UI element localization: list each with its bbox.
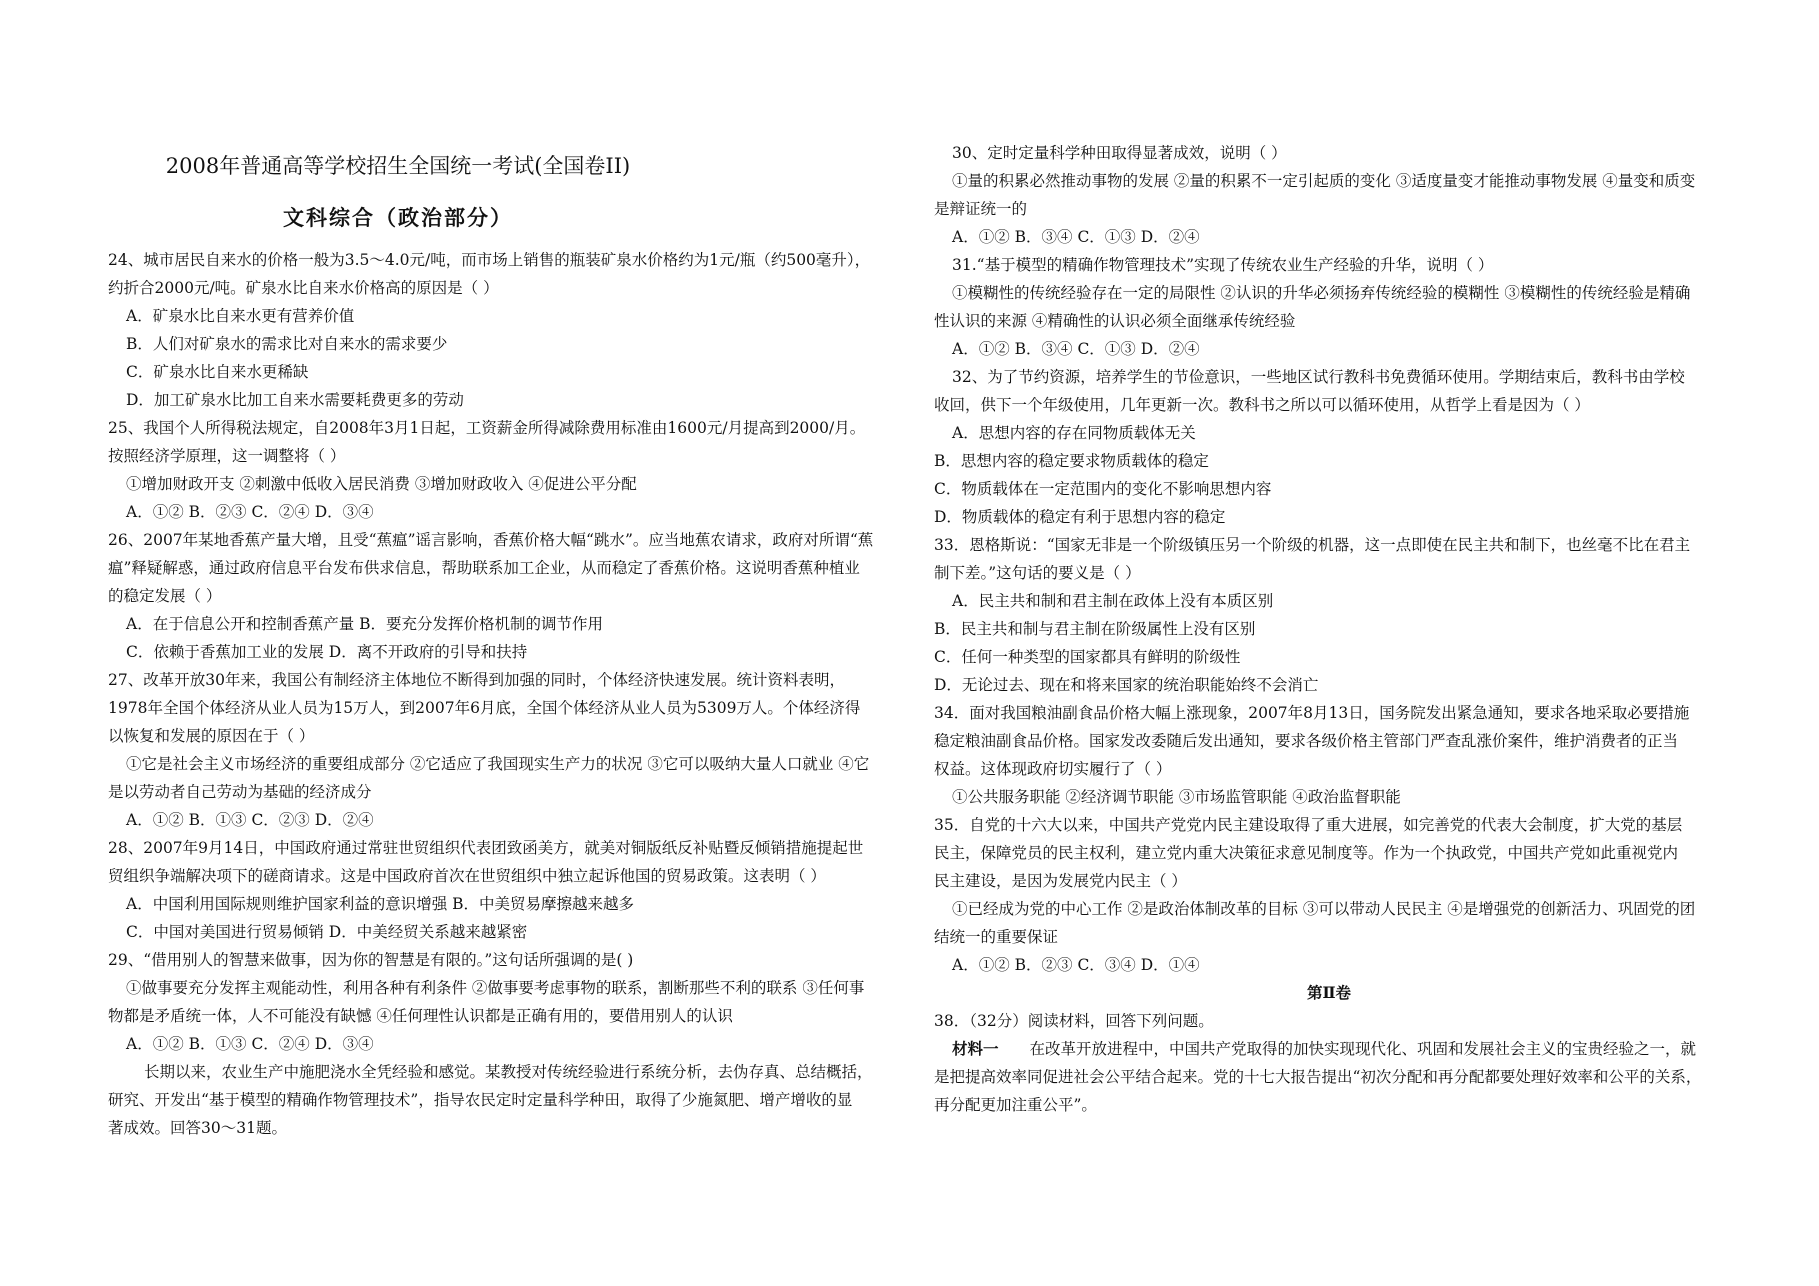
left-line: 1978年全国个体经济从业人员为15万人，到2007年6月底，全国个体经济从业人员为5309万人。个体经济得 [108,699,861,717]
left-line: C．依赖于香蕉加工业的发展 D．离不开政府的引导和扶持 [126,643,528,661]
right-line: 稳定粮油副食品价格。国家发改委随后发出通知，要求各级价格主管部门严查乱涨价案件，维护消费者的正当 [934,732,1679,750]
right-line: 30、定时定量科学种田取得显著成效，说明（ ） [952,144,1287,162]
left-line: A．①② B．①③ C．②③ D．②④ [126,811,374,829]
right-line: A．①② B．③④ C．①③ D．②④ [952,340,1200,358]
right-line: 31.“基于模型的精确作物管理技术”实现了传统农业生产经验的升华，说明（ ） [952,256,1494,274]
right-line: A．思想内容的存在同物质载体无关 [952,424,1196,442]
left-line: ①增加财政开支 ②刺激中低收入居民消费 ③增加财政收入 ④促进公平分配 [126,475,637,493]
left-line: 著成效。回答30～31题。 [108,1119,287,1137]
left-line: C．中国对美国进行贸易倾销 D．中美经贸关系越来越紧密 [126,923,528,941]
left-line: A．①② B．②③ C．②④ D．③④ [126,503,374,521]
left-line: ①做事要充分发挥主观能动性，利用各种有利条件 ②做事要考虑事物的联系，割断那些不利的联系 ③任何事 [126,979,865,997]
right-line: 民主建设，是因为发展党内民主（ ） [934,872,1187,890]
right-line: 收回，供下一个年级使用，几年更新一次。教科书之所以可以循环使用，从哲学上看是因为（ ） [934,396,1590,414]
right-line: 35．自党的十六大以来，中国共产党党内民主建设取得了重大进展，如完善党的代表大会制度，扩大党的基层 [934,816,1683,834]
right-line: 33．恩格斯说：“国家无非是一个阶级镇压另一个阶级的机器，这一点即使在民主共和制下，也丝毫不比在君主 [934,536,1691,554]
left-line: 是以劳动者自己劳动为基础的经济成分 [108,783,372,801]
right-line: C．任何一种类型的国家都具有鲜明的阶级性 [934,648,1241,666]
left-line: 的稳定发展（ ） [108,587,222,605]
left-line: 以恢复和发展的原因在于（ ） [108,727,315,745]
left-line: 27、改革开放30年来，我国公有制经济主体地位不断得到加强的同时，个体经济快速发展。统计资料表明， [108,671,845,689]
left-line: B．人们对矿泉水的需求比对自来水的需求要少 [126,335,448,353]
left-line: 研究、开发出“基于模型的精确作物管理技术”，指导农民定时定量科学种田，取得了少施氮肥、增产增收的显 [108,1091,853,1109]
left-line: 瘟”释疑解惑，通过政府信息平台发布供求信息，帮助联系加工企业，从而稳定了香蕉价格。这说明香蕉种植业 [108,559,860,577]
material-text: 是把提高效率同促进社会公平结合起来。党的十七大报告提出“初次分配和再分配都要处理好效率和公平的关系， [934,1068,1702,1086]
right-line: 34．面对我国粮油副食品价格大幅上涨现象，2007年8月13日，国务院发出紧急通知，要求各地采取必要措施 [934,704,1690,722]
left-line: 贸组织争端解决项下的磋商请求。这是中国政府首次在世贸组织中独立起诉他国的贸易政策。这表明（ ） [108,867,826,885]
left-line: 28、2007年9月14日，中国政府通过常驻世贸组织代表团致函美方，就美对铜版纸反补贴暨反倾销措施提起世 [108,839,864,857]
left-line: A．①② B．①③ C．②④ D．③④ [126,1035,374,1053]
right-line: 性认识的来源 ④精确性的认识必须全面继承传统经验 [934,312,1296,330]
right-line: D．无论过去、现在和将来国家的统治职能始终不会消亡 [934,676,1319,694]
left-line: 约折合2000元/吨。矿泉水比自来水价格高的原因是（ ） [108,279,499,297]
right-line: ①量的积累必然推动事物的发展 ②量的积累不一定引起质的变化 ③适度量变才能推动事物发展 ④量变和质变 [952,172,1696,190]
left-line: 物都是矛盾统一体，人不可能没有缺憾 ④任何理性认识都是正确有用的，要借用别人的认识 [108,1007,733,1025]
right-line: A．①② B．③④ C．①③ D．②④ [952,228,1200,246]
exam-title: 2008年普通高等学校招生全国统一考试(全国卷II) [165,154,631,178]
exam-subtitle: 文科综合（政治部分） [283,205,513,230]
left-line: ①它是社会主义市场经济的重要组成部分 ②它适应了我国现实生产力的状况 ③它可以吸纳大量人口就业 ④它 [126,755,870,773]
right-line: 结统一的重要保证 [934,928,1059,946]
left-line: A．中国利用国际规则维护国家利益的意识增强 B．中美贸易摩擦越来越多 [126,895,635,913]
right-line: B．民主共和制与君主制在阶级属性上没有区别 [934,620,1256,638]
left-line: D．加工矿泉水比加工自来水需要耗费更多的劳动 [126,391,464,409]
right-line: A．民主共和制和君主制在政体上没有本质区别 [952,592,1274,610]
left-line: 26、2007年某地香蕉产量大增，且受“蕉瘟”谣言影响，香蕉价格大幅“跳水”。应当地蕉农请求，政府对所谓“蕉 [108,531,874,549]
left-line: C．矿泉水比自来水更稀缺 [126,363,309,381]
right-line: 32、为了节约资源，培养学生的节俭意识，一些地区试行教科书免费循环使用。学期结束后，教科书由学校 [952,368,1685,386]
left-line: 长期以来，农业生产中施肥浇水全凭经验和感觉。某教授对传统经验进行系统分析，去伪存真、总结概括， [144,1063,873,1081]
right-line: 民主，保障党员的民主权利，建立党内重大决策征求意见制度等。作为一个执政党，中国共产党如此重视党内 [934,844,1679,862]
right-line: 权益。这体现政府切实履行了（ ） [934,760,1172,778]
material-text: 再分配更加注重公平”。 [934,1096,1097,1114]
question-38: 38．（32分）阅读材料，回答下列问题。 [934,1012,1214,1030]
left-line: A．在于信息公开和控制香蕉产量 B．要充分发挥价格机制的调节作用 [126,615,604,633]
material-text: 在改革开放进程中，中国共产党取得的加快实现现代化、巩固和发展社会主义的宝贵经验之一，就 [1029,1040,1697,1058]
right-line: ①模糊性的传统经验存在一定的局限性 ②认识的升华必须扬弃传统经验的模糊性 ③模糊性的传统经验是精确 [952,284,1691,302]
part-two-heading: 第Ⅱ卷 [1306,983,1352,1002]
left-line: 24、城市居民自来水的价格一般为3.5～4.0元/吨，而市场上销售的瓶装矿泉水价格约为1元/瓶（约500毫升）， [108,251,871,269]
right-line: ①已经成为党的中心工作 ②是政治体制改革的目标 ③可以带动人民民主 ④是增强党的创新活力、巩固党的团 [952,900,1696,918]
right-line: 制下差。”这句话的要义是（ ） [934,564,1141,582]
right-line: 是辩证统一的 [934,200,1028,218]
left-line: 29、“借用别人的智慧来做事，因为你的智慧是有限的。”这句话所强调的是( ) [108,951,634,969]
material-one-label: 材料一 [952,1039,999,1058]
left-line: 25、我国个人所得税法规定，自2008年3月1日起，工资薪金所得减除费用标准由1600元/月提高到2000/月。 [108,419,866,437]
right-line: C．物质载体在一定范围内的变化不影响思想内容 [934,480,1272,498]
right-line: D．物质载体的稳定有利于思想内容的稳定 [934,508,1226,526]
right-line: B．思想内容的稳定要求物质载体的稳定 [934,452,1209,470]
left-line: A．矿泉水比自来水更有营养价值 [126,307,355,325]
right-line: A．①② B．②③ C．③④ D．①④ [952,956,1200,974]
material-one-line [952,1039,1696,1059]
left-line: 按照经济学原理，这一调整将（ ） [108,447,346,465]
right-line: ①公共服务职能 ②经济调节职能 ③市场监管职能 ④政治监督职能 [952,788,1401,806]
